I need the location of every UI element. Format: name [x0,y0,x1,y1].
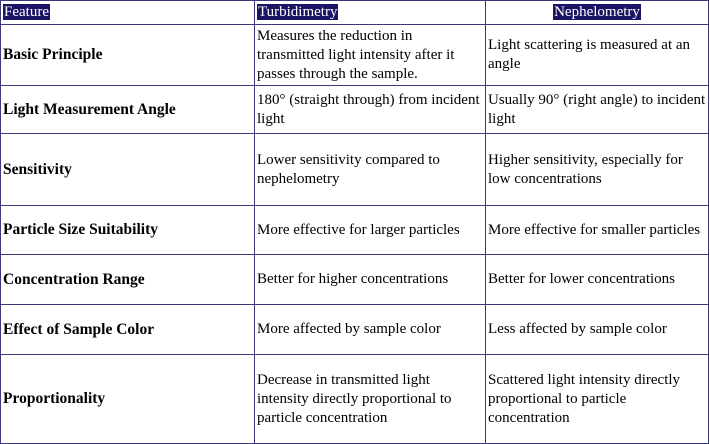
turbidimetry-cell: More effective for larger particles [255,206,486,255]
header-turbidimetry: Turbidimetry [255,1,486,25]
table-row [1,86,709,134]
feature-cell: Concentration Range [1,255,255,305]
turbidimetry-cell: Decrease in transmitted light intensity directly proportional to particle concentration [255,355,486,444]
feature-cell: Light Measurement Angle [1,86,255,134]
table-row [1,355,709,444]
nephelometry-cell: Usually 90° (right angle) to incident light [486,86,709,134]
turbidimetry-cell: Measures the reduction in transmitted light intensity after it passes through the sample. [255,25,486,86]
feature-cell: Sensitivity [1,134,255,206]
feature-cell: Proportionality [1,355,255,444]
header-row [1,1,709,25]
turbidimetry-cell: Better for higher concentrations [255,255,486,305]
table-row [1,134,709,206]
nephelometry-cell: Light scattering is measured at an angle [486,25,709,86]
nephelometry-cell: Scattered light intensity directly proportional to particle concentration [486,355,709,444]
table-row [1,25,709,86]
table-row [1,255,709,305]
header-feature: Feature [1,1,255,25]
feature-cell: Basic Principle [1,25,255,86]
turbidimetry-cell: Lower sensitivity compared to nephelometry [255,134,486,206]
table-row [1,206,709,255]
feature-cell: Particle Size Suitability [1,206,255,255]
nephelometry-cell: Higher sensitivity, especially for low concentrations [486,134,709,206]
nephelometry-cell: Less affected by sample color [486,305,709,355]
turbidimetry-cell: 180° (straight through) from incident light [255,86,486,134]
table-row [1,305,709,355]
feature-cell: Effect of Sample Color [1,305,255,355]
turbidimetry-cell: More affected by sample color [255,305,486,355]
header-nephelometry: Nephelometry [486,1,709,25]
nephelometry-cell: More effective for smaller particles [486,206,709,255]
nephelometry-cell: Better for lower concentrations [486,255,709,305]
